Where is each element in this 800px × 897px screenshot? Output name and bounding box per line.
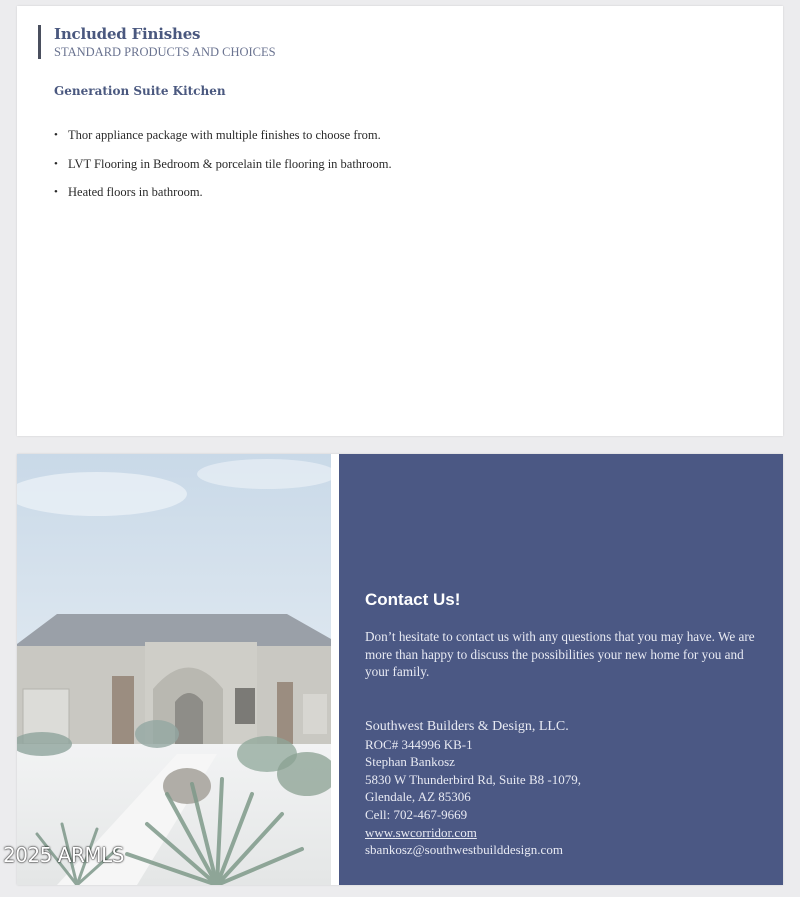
house-rendering-image	[17, 454, 331, 885]
section-subtitle: STANDARD PRODUCTS AND CHOICES	[54, 45, 276, 59]
email-address[interactable]: sbankosz@southwestbuilddesign.com	[365, 842, 563, 858]
list-item-text: LVT Flooring in Bedroom & porcelain tile flooring in bathroom.	[68, 156, 392, 171]
list-item	[54, 156, 392, 185]
address-line-1: 5830 W Thunderbird Rd, Suite B8 -1079,	[365, 771, 581, 787]
contact-intro: Don’t hesitate to contact us with any questions that you may have. We are more than happy to discuss the possibilities your new home for you and your family.	[365, 629, 755, 679]
bullet-icon: •	[54, 186, 58, 198]
finishes-list	[54, 127, 392, 213]
contact-title: Contact Us!	[365, 590, 461, 609]
section-title: Included Finishes	[54, 25, 201, 43]
roc-number: ROC# 344996 KB-1	[365, 736, 473, 752]
company-name: Southwest Builders & Design, LLC.	[365, 719, 569, 734]
contact-person: Stephan Bankosz	[365, 754, 455, 770]
address-line-2: Glendale, AZ 85306	[365, 789, 471, 805]
bullet-icon: •	[54, 129, 58, 141]
suite-title: Generation Suite Kitchen	[54, 84, 226, 98]
list-item-text: Thor appliance package with multiple finishes to choose from.	[68, 128, 381, 142]
bullet-icon: •	[54, 157, 58, 170]
contact-panel	[339, 454, 783, 885]
contact-details	[365, 718, 581, 859]
list-item-text: Heated floors in bathroom.	[68, 185, 203, 199]
contact-page	[17, 454, 783, 885]
website-link[interactable]: www.swcorridor.com	[365, 824, 477, 840]
armls-watermark: 2025 ARMLS	[3, 843, 124, 867]
finishes-page	[17, 6, 783, 436]
cell-phone: Cell: 702-467-9669	[365, 806, 468, 822]
list-item	[54, 184, 392, 213]
heading-accent-bar	[38, 25, 41, 59]
list-item	[54, 127, 392, 156]
